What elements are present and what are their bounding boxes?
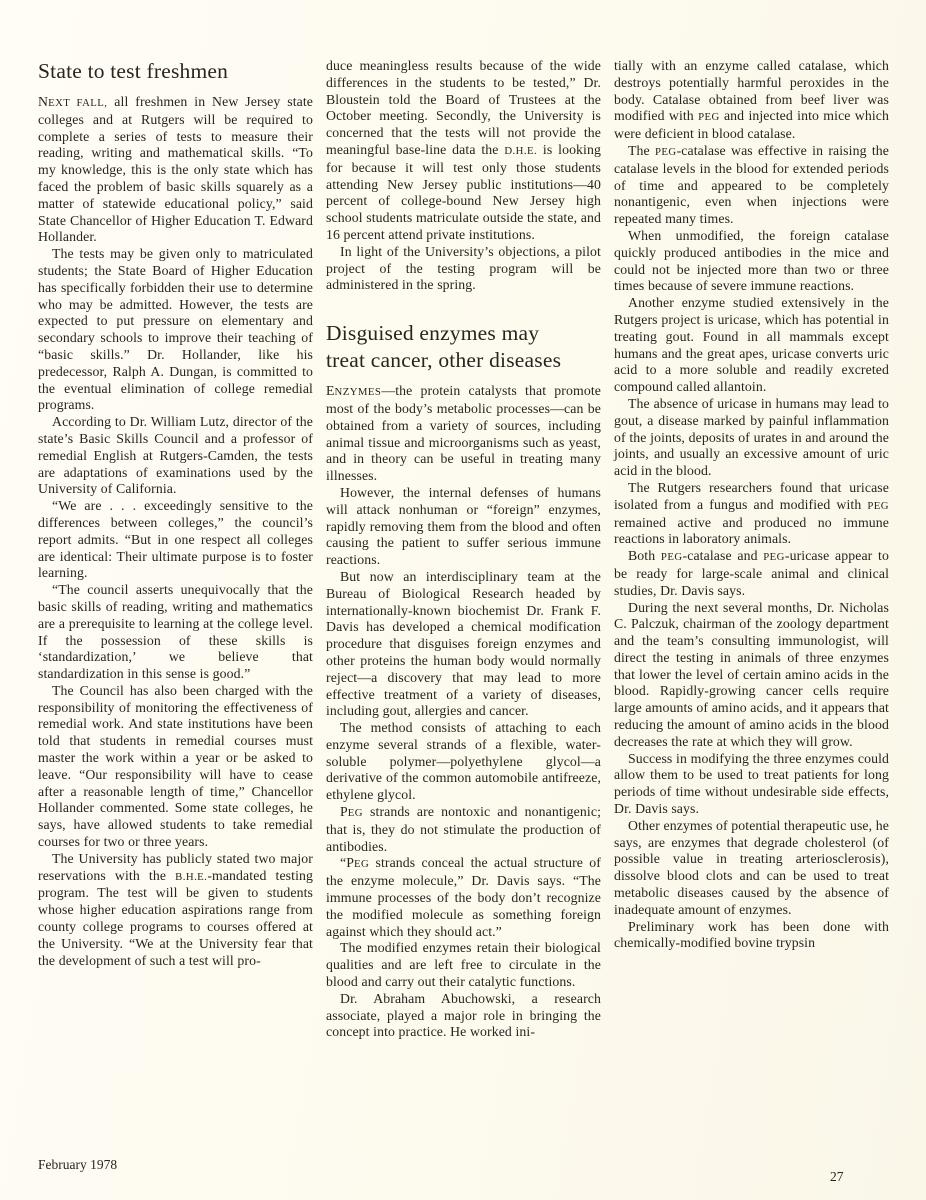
article1-paragraph-continued: duce meaningless results because of the wide differences in the students to be tested,” Dr. Bloustein told the Board of Trustees at the October meeting. Secondly, the University is concerned that the tests will not provide the meaningful base-line data the D.H.E. is looking for because it will test only those students attending New Jersey public institutions—40 percent of college-bound New Jersey high school students matriculate outside the state, and 16 percent attend private institutions. bbox=[326, 58, 601, 242]
article1-paragraph: NEXT FALL, all freshmen in New Jersey state colleges and at Rutgers will be required to complete a series of tests to measure their reading, writing and mathematical skills. “To my knowledge, this is the only state which has faced the problem of basic skills squarely as a matter of statewide educational policy,” said State Chancellor of Higher Education T. Edward Hollander. bbox=[38, 94, 314, 245]
article1-paragraph: The Council has also been charged with the responsibility of monitoring the effectiveness of remedial work. And state institutions have been told that students in remedial courses must master the work within a year or be asked to leave. “Our responsibility will have to cease after a reasonable length of time,” Chancellor Hollander commented. Some state colleges, he says, have allowed students to take remedial courses for two or three years. bbox=[38, 682, 313, 850]
article2-paragraph-continued: tially with an enzyme called catalase, which destroys potentially harmful peroxides in the body. Catalase obtained from beef liver was modified with PEG and injected into mice which were deficient in blood catalase. bbox=[614, 58, 889, 142]
article2-paragraph: Success in modifying the three enzymes could allow them to be used to treat patients for long periods of time without undesirable side effects, Dr. Davis says. bbox=[614, 750, 889, 817]
article2-paragraph: The method consists of attaching to each enzyme several strands of a flexible, water-soluble polymer—polyethylene glycol—a derivative of the common automobile antifreeze, ethylene glycol. bbox=[326, 720, 601, 803]
footer-issue-date: February 1978 bbox=[38, 1157, 118, 1172]
article2-paragraph: Preliminary work has been done with chemically-modified bovine trypsin bbox=[614, 918, 889, 951]
article1-paragraph: According to Dr. William Lutz, director of the state’s Basic Skills Council and a professor of remedial English at Rutgers-Camden, the tests are adaptations of examinations used by the University of California. bbox=[38, 414, 313, 497]
article2-paragraph: The absence of uricase in humans may lead to gout, a disease marked by painful inflammation of the joints, deposits of urates in and around the joints, and usually an excessive amount of uric acid in the blood. bbox=[614, 395, 889, 479]
column-middle bbox=[326, 58, 601, 1041]
footer-page-number: 27 bbox=[830, 1169, 844, 1184]
article1-paragraph: “The council asserts unequivocally that the basic skills of reading, writing and mathematics are a prerequisite to learning at the college level. If the possession of these skills is ‘standardization,’ we believe that standardization in this sense is good.” bbox=[38, 582, 313, 682]
article2-paragraph: Another enzyme studied extensively in the Rutgers project is uricase, which has potential in treating gout. Found in all mammals except humans and the great apes, uricase converts uric acid to a more soluble and readily excreted compound called allantoin. bbox=[614, 295, 889, 395]
article2-paragraph: When unmodified, the foreign catalase quickly produced antibodies in the mice and could not be injected more than two or three times because of severe immune reactions. bbox=[614, 227, 889, 294]
page-columns bbox=[38, 58, 890, 1041]
article2-paragraph: ENZYMES—the protein catalysts that promote most of the body’s metabolic processes—can be obtained from a variety of sources, including animal tissue and microorganisms such as yeast, and in theory can be useful in treating many illnesses. bbox=[326, 383, 601, 484]
article2-headline-line1: Disguised enzymes may bbox=[326, 321, 540, 346]
article1-paragraph: In light of the University’s objections, a pilot project of the testing program will be administered in the spring. bbox=[326, 243, 601, 293]
article2-paragraph: Other enzymes of potential therapeutic use, he says, are enzymes that degrade cholesterol (of possible value in treating arteriosclerosis), dissolve blood clots and can be used to treat metabolic diseases caused by the absence of inadequate amount of enzymes. bbox=[614, 817, 889, 917]
article2-paragraph: PEG strands are nontoxic and nonantigenic; that is, they do not stimulate the production of antibodies. bbox=[326, 804, 601, 854]
column-left bbox=[38, 58, 313, 1041]
article2-paragraph: The PEG-catalase was effective in raising the catalase levels in the blood for extended periods of time and appeared to be completely nonantigenic, even when injections were repeated many times. bbox=[614, 142, 889, 227]
article2-paragraph: The Rutgers researchers found that uricase isolated from a fungus and modified with PEG remained active and produced no immune reactions in laboratory animals. bbox=[614, 479, 889, 547]
article2-paragraph: Dr. Abraham Abuchowski, a research associate, played a major role in bringing the concept into practice. He worked ini- bbox=[326, 990, 601, 1040]
article2-paragraph: During the next several months, Dr. Nicholas C. Palczuk, chairman of the zoology department and the team’s consulting immunologist, will direct the testing in animals of three enzymes that lower the level of certain amino acids in the blood. Rapidly-growing cancer cells require large amounts of amino acids, and it appears that reducing the amount of amino acids in the blood decreases the rate at which they will grow. bbox=[614, 599, 889, 749]
article1-paragraph: The University has publicly stated two major reservations with the B.H.E.-mandated testing program. The test will be given to students whose higher education aspirations range from county college programs to courses offered at the University. “We at the University fear that the development of such a test will pro- bbox=[38, 850, 313, 968]
article2-paragraph: However, the internal defenses of humans will attack nonhuman or “foreign” enzymes, rapidly removing them from the blood and often causing the patient to suffer serious immune reactions. bbox=[326, 484, 601, 568]
article1-paragraph: “We are . . . exceedingly sensitive to the differences between colleges,” the council’s report admits. “But in one respect all colleges are identical: Their ultimate purpose is to foster learning. bbox=[38, 498, 313, 581]
article2-paragraph: But now an interdisciplinary team at the Bureau of Biological Research headed by internationally-known biochemist Dr. Frank F. Davis has developed a chemical modification procedure that disguises foreign enzymes and other proteins the human body would normally reject—a discovery that may lead to more effective treatment of a variety of diseases, including gout, allergies and cancer. bbox=[326, 568, 601, 719]
article2-paragraph: “PEG strands conceal the actual structure of the enzyme molecule,” Dr. Davis says. “The immune processes of the body don’t recognize the modified molecule as something foreign against which they should act.” bbox=[326, 855, 601, 939]
article1-paragraph: The tests may be given only to matriculated students; the State Board of Higher Education has specifically forbidden their use to determine who may be admitted. However, the tests are expected to put pressure on elementary and secondary schools to improve their teaching of “basic skills.” Dr. Hollander, like his predecessor, Ralph A. Dungan, is committed to the eventual elimination of college remedial programs. bbox=[38, 246, 313, 413]
article2-paragraph: The modified enzymes retain their biological qualities and are left free to circulate in the blood and carry out their catalytic functions. bbox=[326, 940, 601, 990]
article2-paragraph: Both PEG-catalase and PEG-uricase appear to be ready for large-scale animal and clinical studies, Dr. Davis says. bbox=[614, 548, 889, 598]
article2-headline bbox=[326, 320, 601, 374]
article2-headline-line2: treat cancer, other diseases bbox=[326, 348, 562, 373]
article1-headline: State to test freshmen bbox=[38, 59, 229, 83]
column-right bbox=[614, 58, 889, 1041]
